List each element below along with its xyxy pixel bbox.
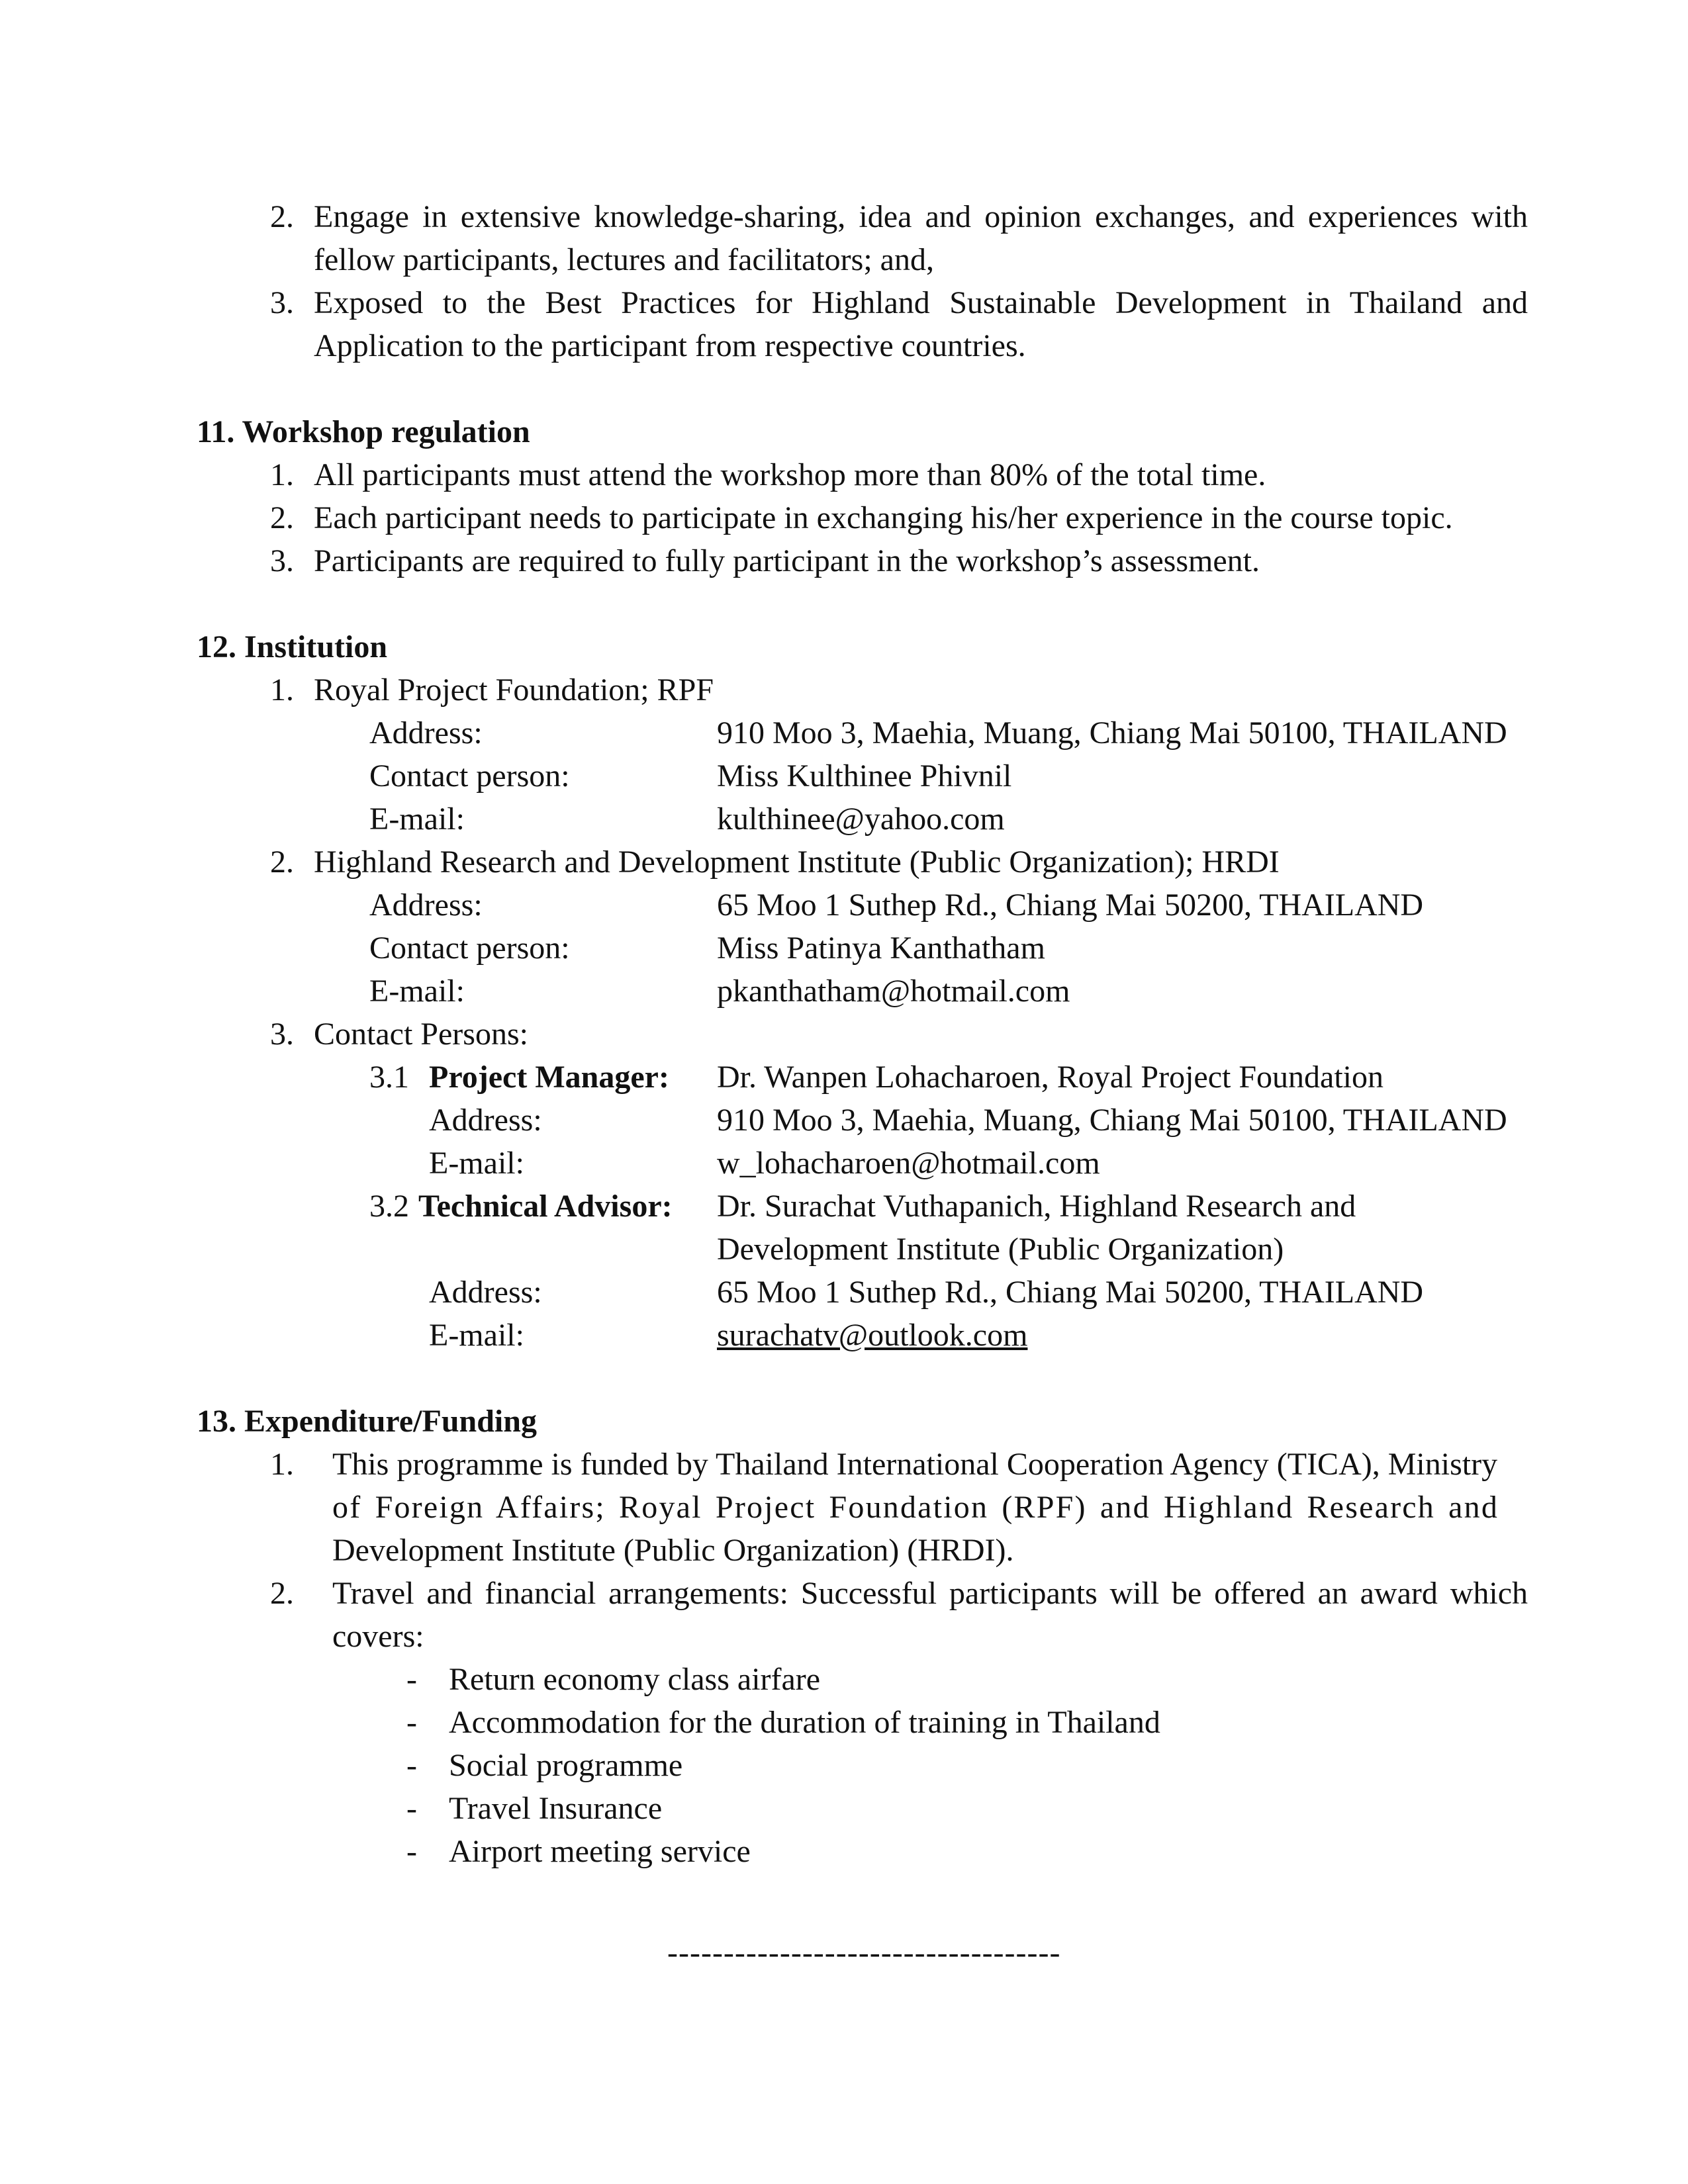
list-text: Each participant needs to participate in exchanging his/her experience in the course topic. [314,500,1453,535]
list-text: Exposed to the Best Practices for Highland Sustainable Development in Thailand and Application to the participant from respective countries. [314,285,1528,363]
list-number: 3. [270,543,294,578]
list-text: Participants are required to fully participant in the workshop’s assessment. [314,543,1260,578]
institution-number: 1. [270,672,294,707]
address-label: Address: [429,1103,542,1138]
list-number: 2. [270,500,294,535]
bullet-text: Travel Insurance [449,1791,663,1826]
list-number: 1. [270,1447,294,1482]
list-item [270,1572,1528,1658]
email-link[interactable]: surachatv@outlook.com [717,1318,1028,1353]
workshop-regulation-list [270,453,1528,582]
contacts-title: Contact Persons: [314,1017,528,1052]
funding-text-line: Development Institute (Public Organization) (HRDI). [332,1533,1014,1568]
bullet-dash: - [406,1791,417,1826]
contact-value: Miss Kulthinee Phivnil [717,758,1012,794]
bullet-dash: - [406,1834,417,1869]
institution-number: 2. [270,844,294,880]
address-label: Address: [429,1275,542,1310]
list-item [270,453,1528,496]
list-number: 2. [270,1576,294,1611]
section-heading-expenditure-funding: 13. Expenditure/Funding [197,1404,537,1439]
travel-arrangements-item [270,1572,1528,1658]
contact-number: 3.2 [369,1189,409,1224]
address-value: 65 Moo 1 Suthep Rd., Chiang Mai 50200, THAILAND [717,1275,1424,1310]
funding-text-line: of Foreign Affairs; Royal Project Foundation (RPF) and Highland Research and [332,1490,1499,1525]
address-value: 65 Moo 1 Suthep Rd., Chiang Mai 50200, THAILAND [717,887,1424,923]
bullet-text: Airport meeting service [449,1834,751,1869]
email-value[interactable]: pkanthatham@hotmail.com [717,974,1070,1009]
email-label: E-mail: [429,1146,524,1181]
email-value[interactable]: kulthinee@yahoo.com [717,801,1005,837]
email-label: E-mail: [369,974,465,1009]
list-number: 1. [270,457,294,492]
bullet-text: Accommodation for the duration of training in Thailand [449,1705,1160,1740]
institution-name: Royal Project Foundation; RPF [314,672,714,707]
bullet-dash: - [406,1705,417,1740]
technical-advisor-label: Technical Advisor: [418,1189,673,1224]
list-item [270,539,1528,582]
list-item [270,496,1528,539]
project-manager-label: Project Manager: [429,1060,669,1095]
list-text: Travel and financial arrangements: Successful participants will be offered an award which covers: [332,1576,1528,1654]
list-item [270,195,1528,281]
list-number: 2. [270,199,294,234]
address-label: Address: [369,887,483,923]
technical-advisor-value-cont: Development Institute (Public Organization) [717,1232,1284,1267]
address-value: 910 Moo 3, Maehia, Muang, Chiang Mai 50100, THAILAND [717,1103,1507,1138]
contact-label: Contact person: [369,931,570,966]
list-item [270,281,1528,367]
bullet-text: Return economy class airfare [449,1662,821,1697]
project-manager-value: Dr. Wanpen Lohacharoen, Royal Project Foundation [717,1060,1384,1095]
email-value[interactable]: w_lohacharoen@hotmail.com [717,1146,1100,1181]
list-text: Engage in extensive knowledge-sharing, idea and opinion exchanges, and experiences with fellow participants, lectures and facilitators; and, [314,199,1528,277]
contact-number: 3.1 [369,1060,409,1095]
address-value: 910 Moo 3, Maehia, Muang, Chiang Mai 50100, THAILAND [717,715,1507,751]
email-label: E-mail: [369,801,465,837]
address-label: Address: [369,715,483,751]
bullet-text: Social programme [449,1748,683,1783]
bullet-dash: - [406,1662,417,1697]
funding-text-line: This programme is funded by Thailand International Cooperation Agency (TICA), Ministry [332,1447,1498,1482]
technical-advisor-value: Dr. Surachat Vuthapanich, Highland Research and [717,1189,1356,1224]
section-heading-workshop-regulation: 11. Workshop regulation [197,414,530,449]
institution-name: Highland Research and Development Institute (Public Organization); HRDI [314,844,1280,880]
bullet-dash: - [406,1748,417,1783]
list-text: All participants must attend the workshop more than 80% of the total time. [314,457,1266,492]
list-number: 3. [270,285,294,320]
end-divider: ----------------------------------- [667,1935,1061,1970]
contact-label: Contact person: [369,758,570,794]
contacts-number: 3. [270,1017,294,1052]
email-label: E-mail: [429,1318,524,1353]
intro-list [270,195,1528,367]
section-heading-institution: 12. Institution [197,629,388,664]
contact-value: Miss Patinya Kanthatham [717,931,1045,966]
